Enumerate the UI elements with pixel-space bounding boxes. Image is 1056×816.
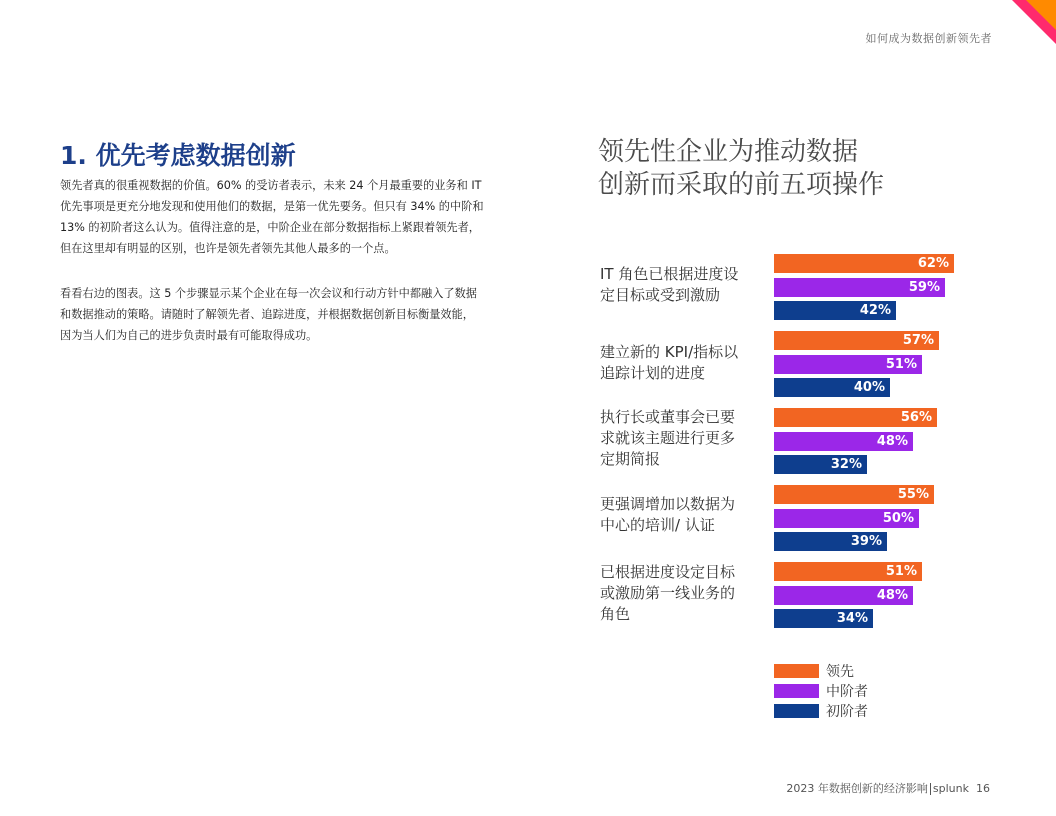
category-label-line: 已根据进度设定目标 bbox=[600, 563, 736, 581]
corner-accent-inner bbox=[1026, 0, 1056, 30]
bar-mid bbox=[774, 432, 913, 451]
category-label-line: 建立新的 KPI/指标以 bbox=[600, 343, 739, 361]
category-label bbox=[600, 407, 760, 470]
footer-separator bbox=[930, 783, 931, 795]
bar-value-label: 32% bbox=[830, 457, 862, 472]
bar-value-label: 48% bbox=[876, 588, 908, 603]
legend-label: 初阶者 bbox=[826, 704, 868, 720]
bar-beginner bbox=[774, 532, 887, 551]
chart-title-line-1: 领先性企业为推动数据 bbox=[598, 137, 859, 167]
bar-mid bbox=[774, 586, 913, 605]
category-label bbox=[600, 264, 760, 306]
bar-value-label: 42% bbox=[859, 303, 891, 318]
category-label bbox=[600, 342, 760, 384]
bar-value-label: 51% bbox=[885, 357, 917, 372]
page-number: 16 bbox=[976, 782, 990, 795]
bar-value-label: 48% bbox=[876, 434, 908, 449]
bar-leader bbox=[774, 254, 954, 273]
footer-brand: splunk bbox=[932, 782, 969, 795]
bar-value-label: 56% bbox=[900, 410, 932, 425]
bar-beginner bbox=[774, 455, 867, 474]
bar-value-label: 51% bbox=[885, 564, 917, 579]
category-label-line: 追踪计划的进度 bbox=[600, 364, 706, 382]
section-title bbox=[60, 136, 296, 172]
legend-label: 领先 bbox=[826, 664, 854, 680]
footer-report-title: 2023 年数据创新的经济影响 bbox=[786, 782, 928, 795]
legend-label: 中阶者 bbox=[826, 684, 868, 700]
category-label-line: 或激励第一线业务的 bbox=[600, 584, 736, 602]
bar-mid bbox=[774, 355, 922, 374]
paragraph-1: 领先者真的很重视数据的价值。60% 的受访者表示，未来 24 个月最重要的业务和 IT 优先事项是更充分地发现和使用他们的数据，是第一优先要务。但只有 34% 的中阶和 13% 的初阶者这么认为。值得注意的是，中阶企业在部分数据指标上紧跟着领先者，但在这里却有明显的区别，也许是领先者领先其他人最多的一个点。 bbox=[60, 179, 484, 255]
bar-leader bbox=[774, 562, 922, 581]
bar-mid bbox=[774, 509, 919, 528]
bar-beginner bbox=[774, 378, 890, 397]
header-title: 如何成为数据创新领先者 bbox=[865, 32, 992, 45]
paragraph-2: 看看右边的图表。这 5 个步骤显示某个企业在每一次会议和行动方针中都融入了数据和数据推动的策略。请随时了解领先者、追踪进度，并根据数据创新目标衡量效能，因为当人们为自己的进步负责时最有可能取得成功。 bbox=[60, 287, 477, 342]
category-label-line: 执行长或董事会已要 bbox=[600, 408, 736, 426]
bar-leader bbox=[774, 485, 934, 504]
bar-mid bbox=[774, 278, 945, 297]
category-label-line: 角色 bbox=[600, 605, 631, 623]
bar-beginner bbox=[774, 609, 873, 628]
bar-value-label: 50% bbox=[882, 511, 914, 526]
bar-value-label: 40% bbox=[853, 380, 885, 395]
bar-beginner bbox=[774, 301, 896, 320]
category-label-line: 中心的培训/ 认证 bbox=[600, 516, 715, 534]
category-label-line: IT 角色已根据进度设 bbox=[600, 265, 739, 283]
bar-leader bbox=[774, 331, 939, 350]
category-label-line: 定目标或受到激励 bbox=[600, 286, 721, 304]
category-label bbox=[600, 494, 760, 536]
category-label bbox=[600, 562, 760, 625]
legend-swatch bbox=[774, 664, 819, 678]
category-label-line: 更强调增加以数据为 bbox=[600, 495, 736, 513]
category-label-line: 定期简报 bbox=[600, 450, 661, 468]
chart-title-line-2: 创新而采取的前五项操作 bbox=[598, 170, 885, 200]
footer bbox=[786, 780, 990, 796]
legend-swatch bbox=[774, 684, 819, 698]
chart-title bbox=[598, 136, 958, 202]
bar-value-label: 57% bbox=[902, 333, 934, 348]
section-number: 1. bbox=[60, 141, 87, 170]
bar-value-label: 62% bbox=[917, 256, 949, 271]
legend-swatch bbox=[774, 704, 819, 718]
section-title-text: 优先考虑数据创新 bbox=[95, 141, 296, 170]
bar-leader bbox=[774, 408, 937, 427]
category-label-line: 求就该主题进行更多 bbox=[600, 429, 736, 447]
bar-value-label: 34% bbox=[836, 611, 868, 626]
bar-value-label: 55% bbox=[897, 487, 929, 502]
bar-value-label: 39% bbox=[850, 534, 882, 549]
bar-value-label: 59% bbox=[908, 280, 940, 295]
